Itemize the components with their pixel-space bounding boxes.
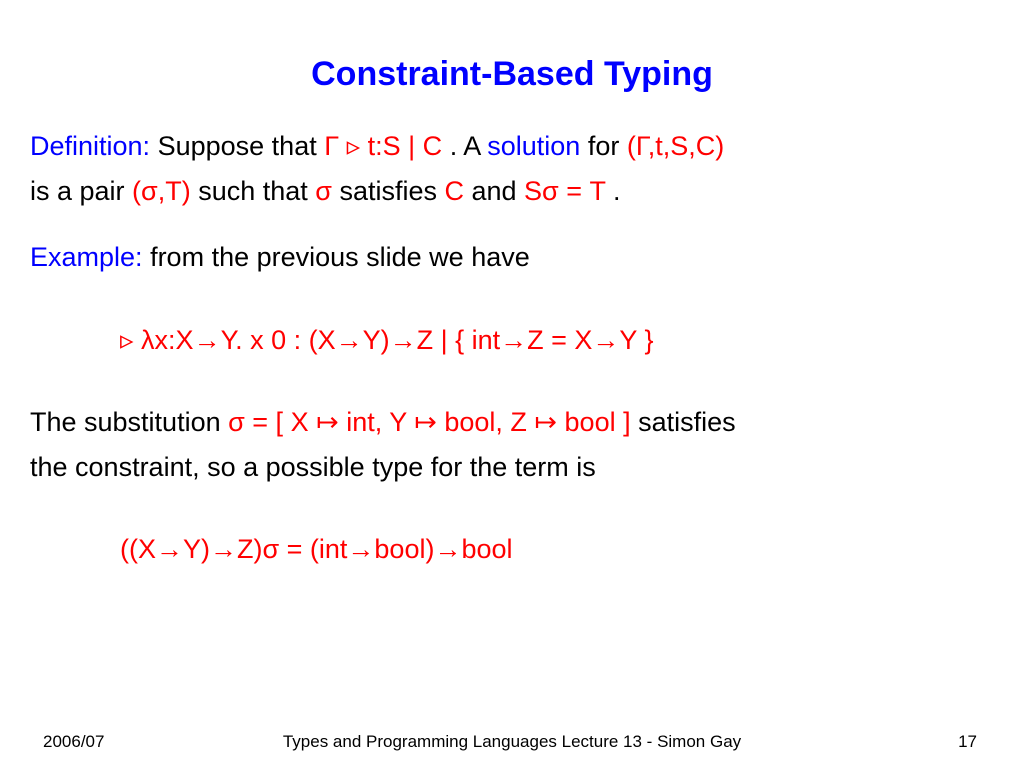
definition-text-6: satisfies bbox=[331, 176, 445, 206]
slide-title: Constraint-Based Typing bbox=[311, 55, 713, 93]
sigma-symbol: σ bbox=[315, 176, 332, 206]
substitution-formula: σ = [ X ↦ int, Y ↦ bool, Z ↦ bool ] bbox=[228, 407, 631, 437]
equation-formula: Sσ = T bbox=[524, 176, 606, 206]
pair-formula: (σ,T) bbox=[132, 176, 191, 206]
example-text: from the previous slide we have bbox=[142, 242, 530, 272]
substitution-text-1: The substitution bbox=[30, 407, 229, 437]
judgement-formula: Γ ▹ t:S | C bbox=[324, 131, 443, 161]
footer-course: Types and Programming Languages Lecture 13 - Simon Gay bbox=[282, 732, 742, 751]
result-formula: ((X→Y)→Z)σ = (int→bool)→bool bbox=[120, 534, 513, 564]
definition-line-2 bbox=[30, 178, 621, 205]
example-label: Example: bbox=[30, 242, 143, 272]
definition-text-3: for bbox=[580, 131, 627, 161]
definition-text-7: and bbox=[463, 176, 525, 206]
footer-date: 2006/07 bbox=[43, 732, 105, 751]
definition-label: Definition: bbox=[30, 131, 151, 161]
example-line bbox=[30, 244, 530, 271]
definition-text-5: such that bbox=[190, 176, 316, 206]
definition-line-1 bbox=[30, 133, 724, 160]
constraint-c: C bbox=[444, 176, 464, 206]
substitution-text-2: satisfies bbox=[630, 407, 736, 437]
substitution-line-2: the constraint, so a possible type for the term is bbox=[30, 452, 596, 482]
substitution-line-1 bbox=[30, 409, 736, 436]
definition-text-8: . bbox=[605, 176, 621, 206]
definition-text-4: is a pair bbox=[30, 176, 133, 206]
example-judgement: ▹ λx:X→Y. x 0 : (X→Y)→Z | { int→Z = X→Y } bbox=[120, 325, 654, 355]
definition-text-1: Suppose that bbox=[150, 131, 325, 161]
footer-page-number: 17 bbox=[958, 732, 977, 751]
tuple-formula: (Γ,t,S,C) bbox=[626, 131, 725, 161]
solution-term: solution bbox=[487, 131, 581, 161]
definition-text-2: . A bbox=[442, 131, 488, 161]
